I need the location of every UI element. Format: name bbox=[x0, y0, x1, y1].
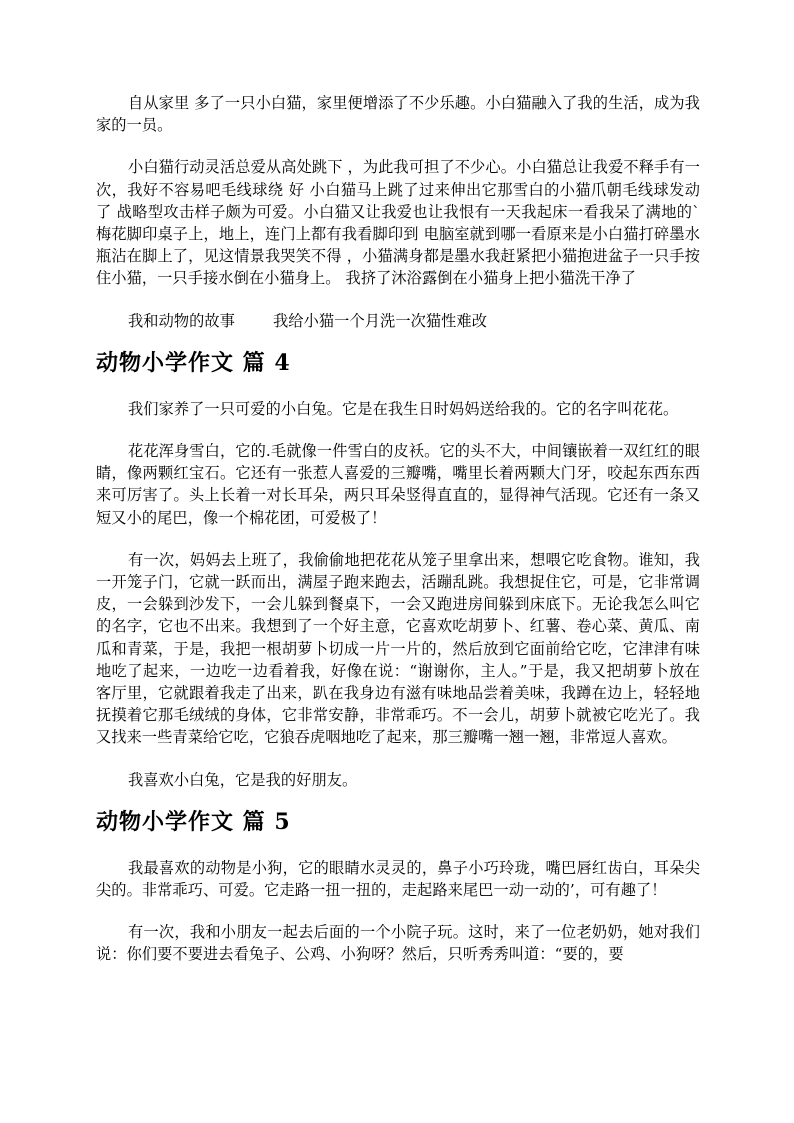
paragraph: 我们家养了一只可爱的小白兔。它是在我生日时妈妈送给我的。它的名字叫花花。 bbox=[128, 399, 679, 418]
tag-animal-story: 我和动物的故事 bbox=[128, 311, 236, 330]
paragraph: 自从家里 多了一只小白猫，家里便增添了不少乐趣。小白猫融入了我的生活，成为我家的一员。 bbox=[96, 94, 700, 135]
paragraph: 有一次，我和小朋友一起去后面的一个小院子玩。这时，来了一位老奶奶，她对我们说：你们要不要进去看兔子、公鸡、小狗呀？然后，只听秀秀叫道：“要的，要 bbox=[96, 923, 700, 964]
paragraph: 有一次，妈妈去上班了，我偷偷地把花花从笼子里拿出来，想喂它吃食物。谁知，我一开笼子门，它就一跃而出，满屋子跑来跑去，活蹦乱跳。我想捉住它，可是，它非常调皮，一会躲到沙发下，一会儿躲到餐桌下，一会又跑进房间躲到床底下。无论我怎么叫它的名字，它也不出来。我想到了一个好主意，它喜欢吃胡萝卜、红薯、卷心菜、黄瓜、南瓜和青菜，于是，我把一根胡萝卜切成一片一片的，然后放到它面前给它吃，它津津有味地吃了起来，一边吃一边看着我，好像在说：“谢谢你，主人。”于是，我又把胡萝卜放在客厅里，它就跟着我走了出来，趴在我身边有滋有味地品尝着美味，我蹲在边上，轻轻地抚摸着它那毛绒绒的身体，它非常安静，非常乖巧。不一会儿，胡萝卜就被它吃光了。我又找来一些青菜给它吃，它狼吞虎咽地吃了起来，那三瓣嘴一翘一翘，非常逗人喜欢。 bbox=[96, 550, 700, 747]
paragraph: 我喜欢小白兔，它是我的好朋友。 bbox=[128, 770, 358, 789]
tag-cat-bath: 我给小猫一个月洗一次猫性难改 bbox=[273, 311, 488, 330]
tag-line bbox=[96, 310, 700, 332]
section-title-5: 动物小学作文 篇 5 bbox=[96, 808, 291, 835]
paragraph: 我最喜欢的动物是小狗，它的眼睛水灵灵的，鼻子小巧玲珑，嘴巴唇红齿白，耳朵尖尖的。非常乖巧、可爱。它走路一扭一扭的，走起路来尾巴一动一动的’，可有趣了！ bbox=[96, 858, 700, 900]
paragraph: 小白猫行动灵活总爱从高处跳下 ，为此我可担了不少心。小白猫总让我爱不释手有一次，我好不容易吧毛线球绕 好 小白猫马上跳了过来伸出它那雪白的小猫爪朝毛线球发动了 战略型攻击样子颇为可爱。小白猫又让我爱也让我恨有一天我起床一看我呆了满地的`梅花脚印桌子上，地上，连门上都有我看脚印到 电脑室就到哪一看原来是小白猫打碎墨水瓶沾在脚上了，见这情景我哭笑不得 ，小猫满身都是墨水我赶紧把小猫抱进盆子一只手按住小猫，一只手接水倒在小猫身上。 我挤了沐浴露倒在小猫身上把小猫洗干净了 bbox=[96, 158, 700, 288]
paragraph: 花花浑身雪白，它的.毛就像一件雪白的皮袄。它的头不大，中间镶嵌着一双红红的眼睛，像两颗红宝石。它还有一张惹人喜爱的三瓣嘴，嘴里长着两颗大门牙，咬起东西东西来可厉害了。头上长着一对长耳朵，两只耳朵竖得直直的，显得神气活现。它还有一条又短又小的尾巴，像一个棉花团，可爱极了！ bbox=[96, 442, 700, 527]
document-body bbox=[96, 92, 700, 986]
section-title-4: 动物小学作文 篇 4 bbox=[96, 349, 291, 376]
